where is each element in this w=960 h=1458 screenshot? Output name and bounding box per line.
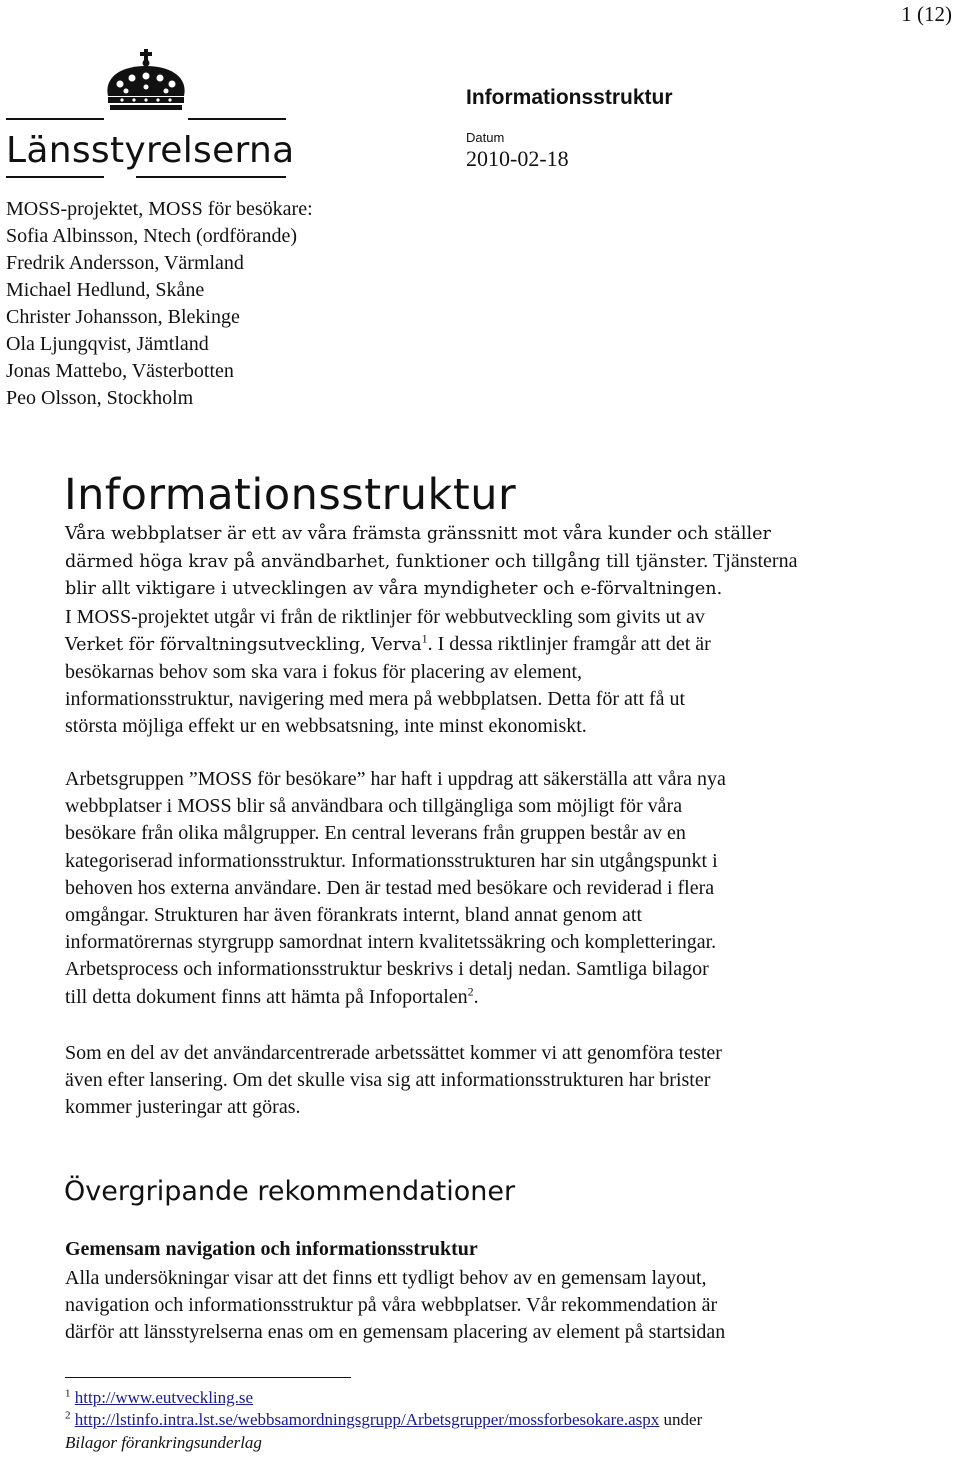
- text-line: [65, 548, 895, 576]
- footnote-text: under: [659, 1410, 703, 1429]
- text-line: kommer justeringar att göras.: [65, 1096, 301, 1119]
- text-span: Tjänsterna: [708, 550, 798, 573]
- text-span: till detta dokument finns att hämta på Infoportalen: [65, 985, 468, 1008]
- text-line: I MOSS-projektet utgår vi från de riktlinjer för webbutveckling som givits ut av: [65, 605, 705, 628]
- recommendation-paragraph: [65, 1265, 895, 1347]
- text-span: därmed höga krav på användbarhet, funktioner och tillgång till tjänster.: [65, 552, 709, 573]
- text-line: kategoriserad informationsstruktur. Informationsstrukturen har sin utgångspunkt i: [65, 849, 718, 872]
- text-line: Arbetsgruppen ”MOSS för besökare” har haft i uppdrag att säkerställa att våra nya: [65, 768, 726, 790]
- lansstyrelserna-logo: [6, 46, 295, 186]
- recipient-line: Christer Johansson, Blekinge: [6, 306, 240, 328]
- subheading: Gemensam navigation och informationsstruktur: [65, 1238, 478, 1260]
- text-line: även efter lansering. Om det skulle visa sig att informationsstrukturen har brister: [65, 1069, 711, 1092]
- footnote-1-link[interactable]: http://www.eutveckling.se: [74, 1388, 254, 1407]
- text-line: [65, 631, 895, 659]
- text-span: Verket för förvaltningsutveckling, Verva: [65, 634, 422, 655]
- footnote-2-link[interactable]: http://lstinfo.intra.lst.se/webbsamordningsgrupp/Arbetsgrupper/mossforbesokare.aspx: [74, 1410, 660, 1429]
- logo-text: Länsstyrelserna: [6, 130, 295, 171]
- recipient-list: [6, 196, 313, 412]
- text-line: webbplatser i MOSS blir så användbara och tillgängliga som möjligt för våra: [65, 795, 683, 818]
- recipient-line: MOSS-projektet, MOSS för besökare:: [6, 198, 313, 220]
- text-line: Alla undersökningar visar att det finns ett tydligt behov av en gemensam layout,: [65, 1267, 707, 1289]
- text-line: Arbetsprocess och informationsstruktur beskrivs i detalj nedan. Samtliga bilagor: [65, 958, 709, 981]
- recipient-line: Michael Hedlund, Skåne: [6, 279, 205, 301]
- text-span: .: [473, 985, 479, 1008]
- document-type: Informationsstruktur: [466, 86, 673, 109]
- text-line: informatörernas styrgrupp samordnat intern kvalitetssäkring och kompletteringar.: [65, 931, 717, 954]
- text-line: behoven hos externa användare. Den är testad med besökare och reviderad i flera: [65, 876, 715, 899]
- text-line: informationsstruktur, navigering med mera på webbplatsen. Detta för att få ut: [65, 688, 686, 711]
- recipient-line: Jonas Mattebo, Västerbotten: [6, 360, 234, 382]
- text-line: [65, 984, 895, 1011]
- text-line: största möjliga effekt ur en webbsatsning, inte minst ekonomiskt.: [65, 715, 587, 738]
- text-line: blir allt viktigare i utvecklingen av våra myndigheter och e-förvaltningen.: [65, 579, 723, 600]
- footnote-number: 2: [65, 1409, 71, 1422]
- text-line: därför att länsstyrelserna enas om en gemensam placering av element på startsidan: [65, 1321, 726, 1344]
- text-line: besökarnas behov som ska vara i fokus för placering av element,: [65, 661, 583, 684]
- intro-paragraph: [65, 521, 895, 741]
- main-heading: Informationsstruktur: [64, 470, 517, 520]
- section-heading: Övergripande rekommendationer: [64, 1176, 516, 1207]
- text-span: . I dessa riktlinjer framgår att det är: [427, 632, 711, 655]
- text-line: omgångar. Strukturen har även förankrats internt, bland annat genom att: [65, 904, 643, 927]
- testing-paragraph: [65, 1040, 895, 1122]
- crown-icon: [98, 46, 194, 112]
- date-value: 2010-02-18: [466, 146, 569, 171]
- recipient-line: Fredrik Andersson, Värmland: [6, 252, 244, 274]
- footnote-ref[interactable]: 2: [467, 983, 474, 998]
- footnote-2: [65, 1410, 702, 1430]
- recipient-line: Peo Olsson, Stockholm: [6, 387, 194, 409]
- footnote-1: [65, 1388, 253, 1408]
- recipient-line: Ola Ljungqvist, Jämtland: [6, 333, 209, 355]
- date-label: Datum: [466, 130, 505, 145]
- footnote-number: 1: [65, 1387, 71, 1400]
- text-line: Som en del av det användarcentrerade arbetssättet kommer vi att genomföra tester: [65, 1042, 722, 1064]
- footnote-ref[interactable]: 1: [421, 631, 428, 646]
- footnote-separator: [65, 1377, 351, 1378]
- footnote-2-continuation: Bilagor förankringsunderlag: [65, 1433, 262, 1452]
- background-paragraph: [65, 766, 895, 1011]
- recipient-line: Sofia Albinsson, Ntech (ordförande): [6, 225, 298, 247]
- text-line: Våra webbplatser är ett av våra främsta gränssnitt mot våra kunder och ställer: [65, 524, 771, 544]
- text-line: besökare från olika målgrupper. En central leverans från gruppen består av en: [65, 822, 686, 845]
- page-number: 1 (12): [901, 2, 952, 26]
- text-line: navigation och informationsstruktur på våra webbplatser. Vår rekommendation är: [65, 1294, 718, 1317]
